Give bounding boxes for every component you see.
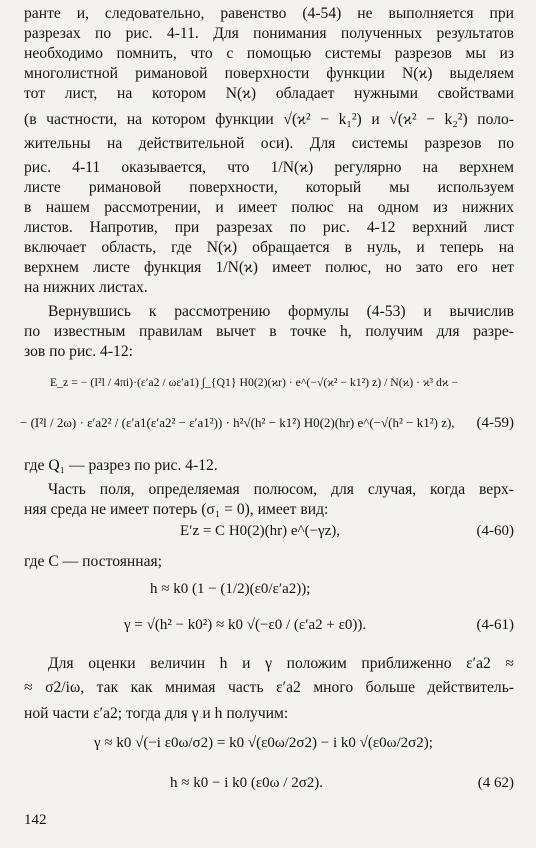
text-line: няя среда не имеет потерь (σ₁ = 0), имеет вид: bbox=[24, 501, 329, 518]
text-line: необходимо помнить, что с помощью системы разрезов мы из bbox=[24, 45, 514, 62]
equation-line bbox=[20, 578, 520, 606]
equation-number: (4-61) bbox=[476, 617, 514, 633]
equation-body: h ≈ k0 − i k0 (ε0ω / 2σ2). bbox=[170, 775, 324, 791]
page-number: 142 bbox=[24, 812, 47, 828]
equation-line bbox=[20, 732, 520, 762]
text-line: ≈ σ2/iω, так как мнимая часть ε′a2 много больше действитель- bbox=[24, 679, 514, 696]
text-line: где C — постоянная; bbox=[24, 553, 163, 570]
equation-line bbox=[20, 772, 520, 798]
text-line: Вернувшись к рассмотрению формулы (4-53) и вычислив bbox=[48, 303, 514, 320]
text-line: в нашем рассмотрении, и имеет полюс на одном из нижних bbox=[24, 199, 514, 216]
text-line: рис. 4-11 оказывается, что 1/N(ϰ) регулярно на верхнем bbox=[24, 159, 514, 176]
equation-number: (4-59) bbox=[476, 415, 514, 431]
text-line: тот лист, на котором N(ϰ) обладает нужными свойствами bbox=[24, 85, 514, 102]
text-line: Для оценки величин h и γ положим приближенно ε′a2 ≈ bbox=[48, 655, 514, 672]
equation-line bbox=[20, 410, 520, 440]
equation-body: − (I²l / 2ω) · ε′a2² / (ε′a1(ε′a2² − ε′a1²)) · h²√(h² − k1²) H0(2)(hr) e^(−√(h² − k1²) z), bbox=[20, 415, 455, 430]
equation-body: E′z = C H0(2)(hr) e^(−γz), bbox=[180, 523, 341, 539]
equation-body: h ≈ k0 (1 − (1/2)(ε0/ε′a2)); bbox=[150, 581, 311, 597]
text-line: где Q₁ — разрез по рис. 4-12. bbox=[24, 457, 218, 474]
equation-number: (4-60) bbox=[476, 523, 514, 539]
text-line: разрезах по рис. 4-11. Для понимания полученных результатов bbox=[24, 25, 514, 42]
equation-line bbox=[20, 520, 520, 546]
text-line: многолистной римановой поверхности функции N(ϰ) выделяем bbox=[24, 65, 514, 82]
equation-line bbox=[20, 614, 520, 644]
text-line: на нижних листах. bbox=[24, 279, 148, 296]
text-line: включает область, где N(ϰ) обращается в нуль, и теперь на bbox=[24, 239, 514, 256]
text-line: (в частности, на котором функции √(ϰ² − k₁²) и √(ϰ² − k₂²) поло- bbox=[24, 111, 514, 128]
text-line: жительны на действительной оси). Для системы разрезов по bbox=[24, 135, 514, 152]
text-line: Часть поля, определяемая полюсом, для случая, когда верх- bbox=[48, 481, 514, 498]
equation-number: (4 62) bbox=[477, 775, 514, 791]
equation-body: γ ≈ k0 √(−i ε0ω/σ2) = k0 √(ε0ω/2σ2) − i k0 √(ε0ω/2σ2); bbox=[94, 735, 433, 751]
text-line: ранте и, следовательно, равенство (4-54) не выполняется при bbox=[24, 5, 514, 22]
text-line: по известным правилам вычет в точке h, получим для разре- bbox=[24, 323, 514, 340]
equation-body: E_z = − (I²l / 4πi)·(ε′a2 / ωε′a1) ∫_{Q1} H0(2)(ϰr) · e^(−√(ϰ² − k1²) z) / N(ϰ) · ϰ³ dϰ − bbox=[50, 376, 459, 389]
equation-line bbox=[20, 362, 520, 398]
text-line: ной части ε′a2; тогда для γ и h получим: bbox=[24, 705, 289, 722]
text-line: верхнем листе функция 1/N(ϰ) имеет полюс, но зато его нет bbox=[24, 259, 514, 276]
text-line: листов. Напротив, при разрезах по рис. 4-12 верхний лист bbox=[24, 219, 514, 236]
text-line: зов по рис. 4-12: bbox=[24, 343, 133, 360]
text-line: листе римановой поверхности, который мы используем bbox=[24, 179, 514, 196]
equation-body: γ = √(h² − k0²) ≈ k0 √(−ε0 / (ε′a2 + ε0)). bbox=[124, 617, 367, 633]
